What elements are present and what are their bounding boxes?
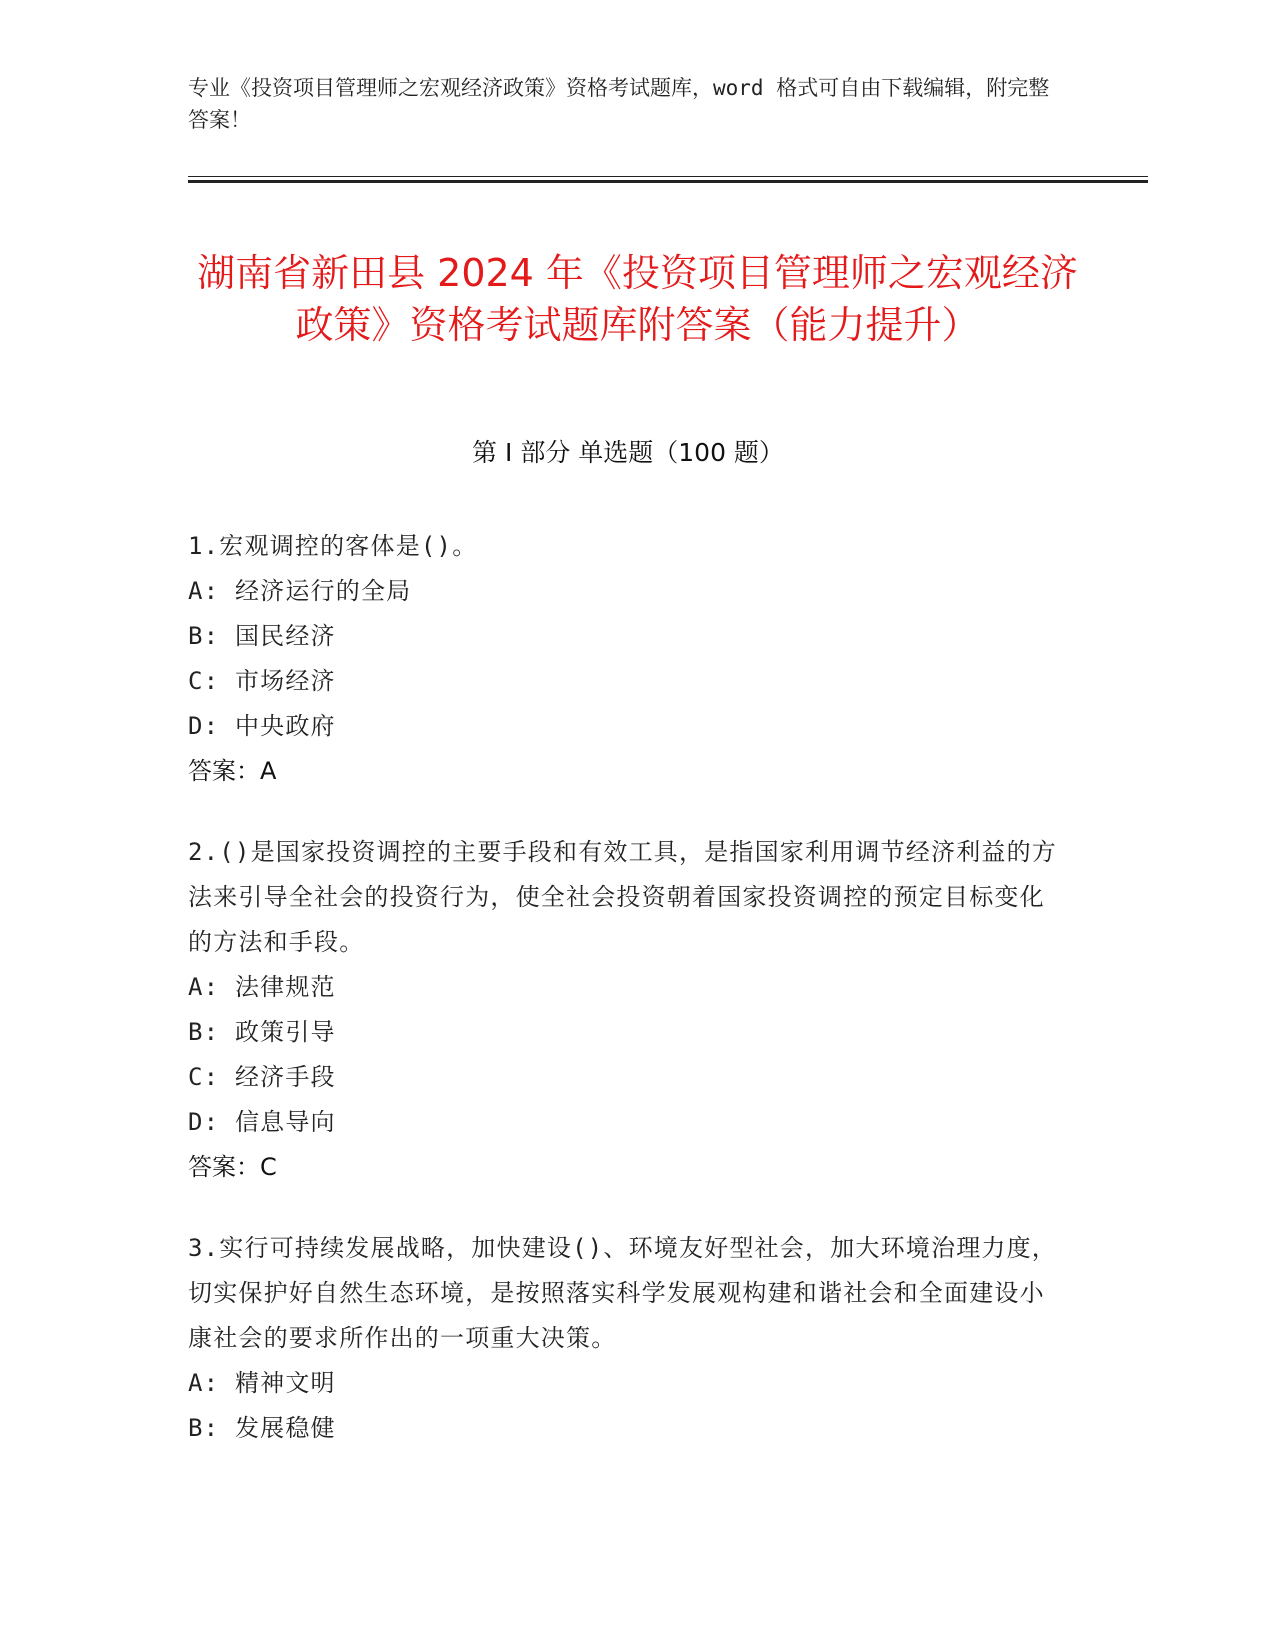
option-b: B: 国民经济 xyxy=(188,622,336,650)
option-c: C: 经济手段 xyxy=(188,1063,336,1091)
option-d: D: 中央政府 xyxy=(188,712,336,740)
header-divider-thin xyxy=(188,176,1148,177)
header-note: 专业《投资项目管理师之宏观经济政策》资格考试题库，word 格式可自由下载编辑，附完整答案！ xyxy=(188,76,1050,132)
question-stem: 1.宏观调控的客体是()。 xyxy=(188,532,478,560)
question-stem: 3.实行可持续发展战略，加快建设()、环境友好型社会，加大环境治理力度，切实保护好自然生态环境，是按照落实科学发展观构建和谐社会和全面建设小康社会的要求所作出的一项重大决策。 xyxy=(188,1234,1057,1352)
answer: 答案：C xyxy=(188,1153,277,1181)
question-3 xyxy=(188,1226,1068,1451)
header-divider-thick xyxy=(188,180,1148,183)
option-a: A: 法律规范 xyxy=(188,973,336,1001)
option-b: B: 政策引导 xyxy=(188,1018,336,1046)
option-b: B: 发展稳健 xyxy=(188,1414,336,1442)
option-a: A: 精神文明 xyxy=(188,1369,336,1397)
question-list xyxy=(188,524,1068,1487)
question-stem: 2.()是国家投资调控的主要手段和有效工具，是指国家利用调节经济利益的方法来引导全社会的投资行为，使全社会投资朝着国家投资调控的预定目标变化的方法和手段。 xyxy=(188,838,1057,956)
option-a: A: 经济运行的全局 xyxy=(188,577,412,605)
question-2 xyxy=(188,830,1068,1190)
page-title: 湖南省新田县 2024 年《投资项目管理师之宏观经济政策》资格考试题库附答案（能力提升） xyxy=(197,251,1078,348)
option-c: C: 市场经济 xyxy=(188,667,336,695)
question-1 xyxy=(188,524,1068,794)
option-d: D: 信息导向 xyxy=(188,1108,336,1136)
answer: 答案：A xyxy=(188,757,277,785)
section-title: 第 I 部分 单选题（100 题） xyxy=(472,438,784,467)
